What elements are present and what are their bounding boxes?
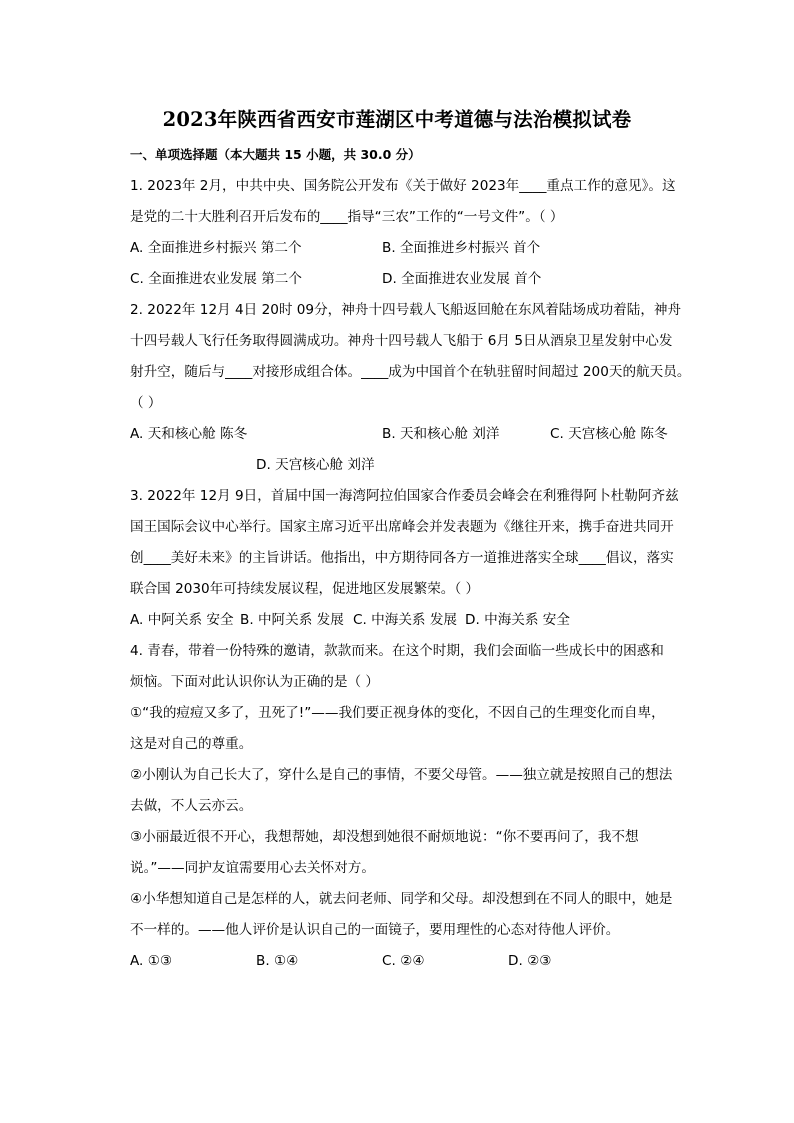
question-text-line: （ ） — [130, 395, 162, 411]
question-text-line: 烦恼。下面对此认识你认为正确的是（ ） — [130, 674, 380, 690]
option-c: C. ②④ — [382, 953, 425, 969]
question-text-line: 十四号载人飞行任务取得圆满成功。神舟十四号载人飞船于 6月 5日从酒泉卫星发射中心发 — [130, 333, 673, 349]
option-d: D. 全面推进农业发展 首个 — [382, 271, 542, 287]
statement-1-cont: 这是对自己的尊重。 — [130, 736, 253, 752]
option-b: B. 天和核心舱 刘洋 — [382, 426, 500, 442]
option-b: B. 全面推进乡村振兴 首个 — [382, 240, 541, 256]
page-title: 2023年陕西省西安市莲湖区中考道德与法治模拟试卷 — [162, 108, 632, 131]
statement-2: ②小刚认为自己长大了，穿什么是自己的事情，不要父母管。——独立就是按照自己的想法 — [130, 767, 673, 783]
option-d: D. 天宫核心舱 刘洋 — [256, 457, 375, 473]
question-text-line: 1. 2023年 2月，中共中央、国务院公开发布《关于做好 2023年____重点工作的意见》。这 — [130, 178, 676, 194]
statement-4-cont: 不一样的。——他人评价是认识自己的一面镜子，要用理性的心态对待他人评价。 — [130, 922, 620, 938]
option-c: C. 天宫核心舱 陈冬 — [550, 426, 668, 442]
option-d: D. 中海关系 安全 — [465, 612, 570, 628]
option-b: B. ①④ — [256, 953, 299, 969]
question-text-line: 4. 青春，带着一份特殊的邀请，款款而来。在这个时期，我们会面临一些成长中的困惑和 — [130, 643, 664, 659]
statement-1: ①“我的痘痘又多了，丑死了!”——我们要正视身体的变化，不因自己的生理变化而自卑， — [130, 705, 665, 721]
option-a: A. ①③ — [130, 953, 173, 969]
section-heading: 一、单项选择题（本大题共 15 小题，共 30.0 分） — [130, 147, 421, 162]
option-c: C. 中海关系 发展 — [353, 612, 458, 628]
question-text-line: 3. 2022年 12月 9日，首届中国一海湾阿拉伯国家合作委员会峰会在利雅得阿卜杜勒阿齐兹 — [130, 488, 679, 504]
question-text-line: 创____美好未来》的主旨讲话。他指出，中方期待同各方一道推进落实全球____倡议，落实 — [130, 550, 674, 566]
option-a: A. 天和核心舱 陈冬 — [130, 426, 248, 442]
question-text-line: 射升空，随后与____对接形成组合体。____成为中国首个在轨驻留时间超过 200天的航天员。 — [130, 364, 691, 380]
option-a: A. 中阿关系 安全 — [130, 612, 234, 628]
question-text-line: 国王国际会议中心举行。国家主席习近平出席峰会并发表题为《继往开来，携手奋进共同开 — [130, 519, 674, 535]
question-text-line: 2. 2022年 12月 4日 20时 09分，神舟十四号载人飞船返回舱在东风着陆场成功着陆，神舟 — [130, 302, 682, 318]
option-b: B. 中阿关系 发展 — [240, 612, 344, 628]
statement-2-cont: 去做，不人云亦云。 — [130, 798, 253, 814]
option-a: A. 全面推进乡村振兴 第二个 — [130, 240, 302, 256]
question-text-line: 联合国 2030年可持续发展议程，促进地区发展繁荣。（ ） — [130, 581, 480, 597]
statement-3: ③小丽最近很不开心，我想帮她，却没想到她很不耐烦地说：“你不要再问了，我不想 — [130, 829, 639, 845]
statement-4: ④小华想知道自己是怎样的人，就去问老师、同学和父母。却没想到在不同人的眼中，她是 — [130, 891, 673, 907]
option-d: D. ②③ — [508, 953, 552, 969]
option-c: C. 全面推进农业发展 第二个 — [130, 271, 302, 287]
question-text-line: 是党的二十大胜利召开后发布的____指导“三农”工作的“一号文件”。（ ） — [130, 209, 564, 225]
statement-3-cont: 说。”——同护友谊需要用心去关怀对方。 — [130, 860, 375, 876]
